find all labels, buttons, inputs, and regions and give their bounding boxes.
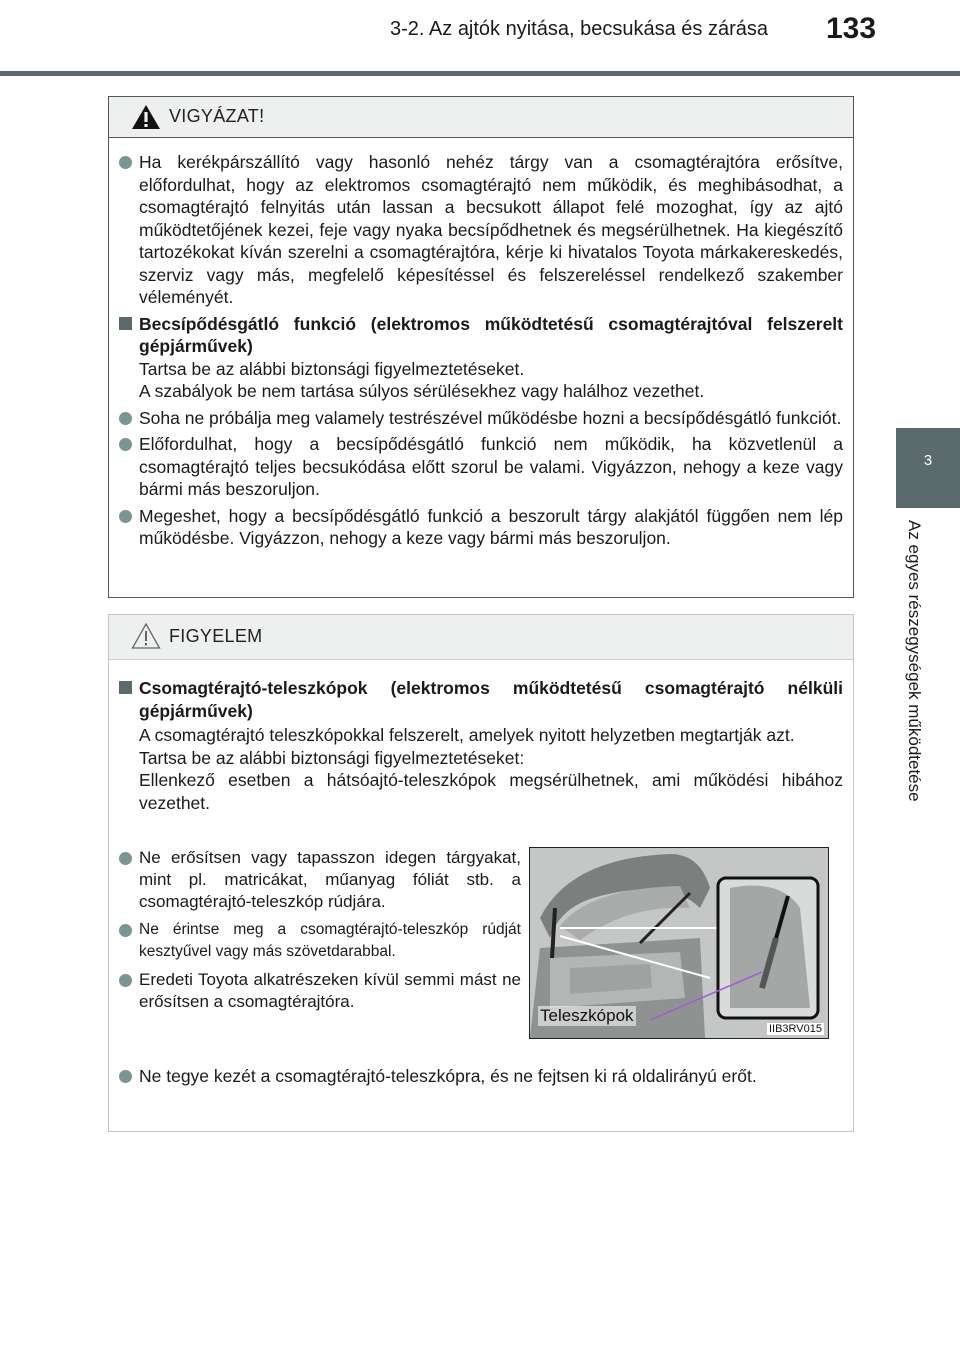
- warning-section-heading: Becsípődésgátló funkció (elektromos működtetésű csomagtérajtóval felszerelt gépjárművek): [117, 313, 843, 358]
- warning-bullet: Előfordulhat, hogy a becsípődésgátló funkció nem működik, ha közvetlenül a csomagtérajtó teljes becsukódása előtt szorul be valami. Vigyázzon, nehogy a keze vagy bármi más beszoruljon.: [117, 433, 843, 501]
- warning-bullet: Soha ne próbálja meg valamely testrészével működésbe hozni a becsípődésgátló funkciót.: [117, 407, 843, 430]
- caution-content: [117, 677, 843, 814]
- warning-title: VIGYÁZAT!: [169, 106, 265, 126]
- tailgate-figure: [529, 847, 829, 1039]
- caution-bullet: Ne erősítsen vagy tapasszon idegen tárgyakat, mint pl. matricákat, műanyag fóliát stb. a csomagtérajtó-teleszkóp rúdjára.: [117, 847, 521, 913]
- figure-code: IIB3RV015: [768, 1023, 822, 1035]
- caution-section-heading: Csomagtérajtó-teleszkópok (elektromos működtetésű csomagtérajtó nélküli gépjárművek): [117, 677, 843, 722]
- chapter-tab-number: 3: [923, 452, 933, 469]
- warning-triangle-icon: [131, 104, 161, 130]
- warning-box: [108, 96, 854, 598]
- caution-bullet: Ne érintse meg a csomagtérajtó-teleszkóp rúdját kesztyűvel vagy más szövetdarabbal.: [117, 919, 521, 963]
- caution-paragraph: Tartsa be az alábbi biztonsági figyelmeztetéseket:: [139, 747, 525, 768]
- caution-triangle-icon: [131, 622, 161, 650]
- chapter-tab: [896, 428, 960, 508]
- warning-bullet: Ha kerékpárszállító vagy hasonló nehéz tárgy van a csomagtérajtóra erősítve, előfordulhat, hogy az elektromos csomagtérajtó nem működik, és meghibásodhat, a csomagtérajtó felnyitás után lassan a becsukott állapot felé mozoghat, így az ajtó működtetőjének kezei, feje vagy nyaka becsípődhetnek és megsérülhetnek. Ha kiegészítő tartozékokat kíván szerelni a csomagtérajtóra, kérje ki hivatalos Toyota márkakereskedés, szerviz vagy más, megfelelő képesítéssel és felszereléssel rendelkező szakember véleményét.: [117, 151, 843, 309]
- warning-header: [109, 97, 853, 138]
- chapter-title: 3-2. Az ajtók nyitása, becsukása és zárása: [390, 18, 768, 40]
- caution-paragraph: A csomagtérajtó teleszkópokkal felszerelt, amelyek nyitott helyzetben megtartják azt.: [139, 725, 795, 745]
- caution-title: FIGYELEM: [169, 626, 263, 646]
- caution-paragraph: Ellenkező esetben a hátsóajtó-teleszkópok megsérülhetnek, ami működési hibához vezethet.: [139, 770, 843, 813]
- warning-content: [117, 151, 843, 550]
- caution-left-column: [117, 847, 521, 1013]
- warning-intro: A szabályok be nem tartása súlyos sérülésekhez vagy halálhoz vezethet.: [139, 381, 705, 401]
- header-rule: [0, 71, 960, 76]
- caution-bottom-content: [117, 1065, 843, 1088]
- warning-intro: Tartsa be az alábbi biztonsági figyelmeztetéseket.: [139, 358, 525, 379]
- caution-bullet: Ne tegye kezét a csomagtérajtó-teleszkópra, és ne fejtsen ki rá oldalirányú erőt.: [117, 1065, 843, 1088]
- page-number: 133: [826, 12, 877, 45]
- caution-bullet: Eredeti Toyota alkatrészeken kívül semmi mást ne erősítsen a csomagtérajtóra.: [117, 969, 521, 1013]
- chapter-side-title: Az egyes részegységek működtetése: [905, 520, 924, 802]
- warning-bullet: Megeshet, hogy a becsípődésgátló funkció a beszorult tárgy alakjától függően nem lép működésbe. Vigyázzon, nehogy a keze vagy bármi más beszoruljon.: [117, 505, 843, 550]
- figure-label: Teleszkópok: [540, 1006, 634, 1025]
- caution-box: [108, 614, 854, 1132]
- caution-header: [109, 615, 853, 660]
